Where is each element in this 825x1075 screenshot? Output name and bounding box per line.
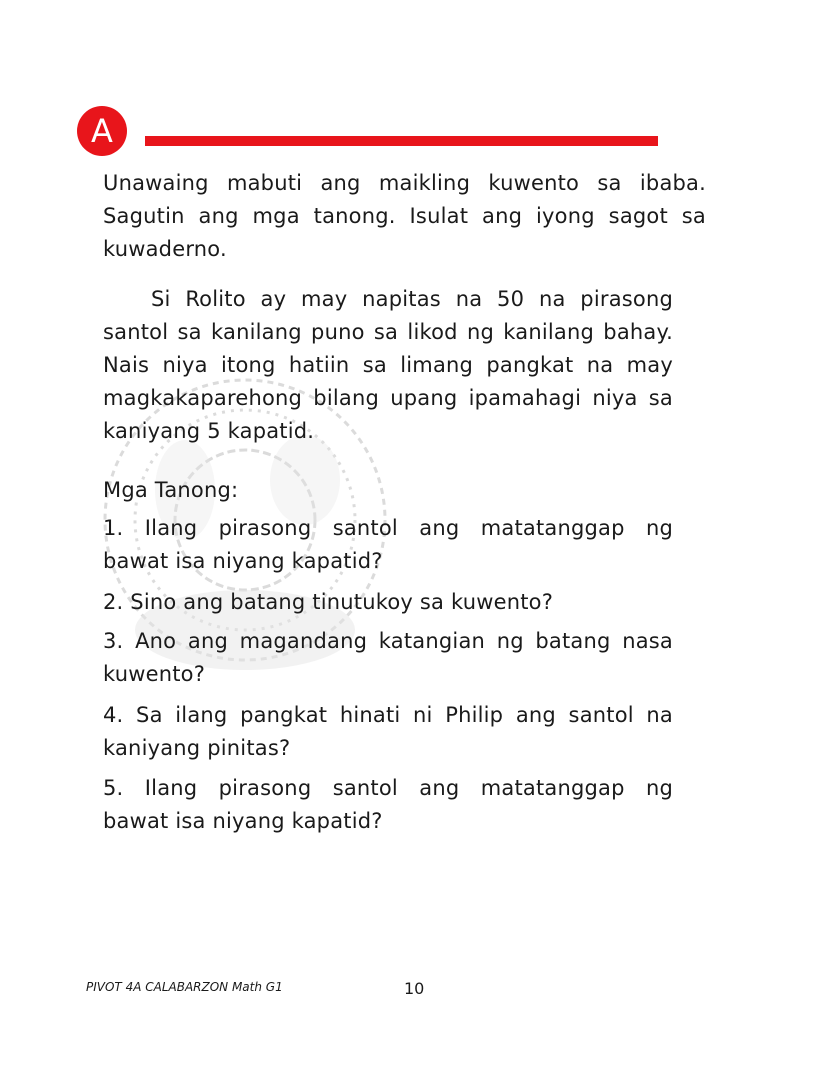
question-line: 2. Sino ang batang tinutukoy sa kuwento? <box>103 590 554 614</box>
question-line: 1. Ilang pirasong santol ang matatanggap ng <box>103 516 673 540</box>
story-paragraph <box>103 283 673 448</box>
instructions-line: Unawaing mabuti ang maikling kuwento sa ibaba. <box>103 171 706 195</box>
question-line: 5. Ilang pirasong santol ang matatanggap ng <box>103 776 673 800</box>
story-line: Si Rolito ay may napitas na 50 na pirasong <box>151 287 673 311</box>
story-line: kaniyang 5 kapatid. <box>103 419 315 443</box>
question-item <box>103 772 673 838</box>
question-line: bawat isa niyang kapatid? <box>103 809 383 833</box>
question-line: kuwento? <box>103 662 206 686</box>
story-line: santol sa kanilang puno sa likod ng kanilang bahay. <box>103 320 673 344</box>
question-item <box>103 586 673 619</box>
question-line: 4. Sa ilang pangkat hinati ni Philip ang santol na <box>103 703 673 727</box>
section-badge-letter: A <box>91 112 113 150</box>
instructions-line: kuwaderno. <box>103 237 227 261</box>
section-divider-bar <box>145 136 658 146</box>
question-line: bawat isa niyang kapatid? <box>103 549 383 573</box>
questions-heading <box>103 474 673 507</box>
question-item <box>103 625 673 691</box>
story-line: Nais niya itong hatiin sa limang pangkat na may <box>103 353 673 377</box>
footer-source: PIVOT 4A CALABARZON Math G1 <box>86 980 283 994</box>
question-item <box>103 512 673 578</box>
page-number: 10 <box>404 979 425 998</box>
instructions <box>103 167 706 266</box>
section-badge <box>77 106 127 156</box>
instructions-line: Sagutin ang mga tanong. Isulat ang iyong sagot sa <box>103 204 706 228</box>
question-item <box>103 699 673 765</box>
story-line: magkakaparehong bilang upang ipamahagi niya sa <box>103 386 673 410</box>
question-line: kaniyang pinitas? <box>103 736 291 760</box>
question-line: 3. Ano ang magandang katangian ng batang nasa <box>103 629 673 653</box>
questions-heading-text: Mga Tanong: <box>103 478 239 502</box>
